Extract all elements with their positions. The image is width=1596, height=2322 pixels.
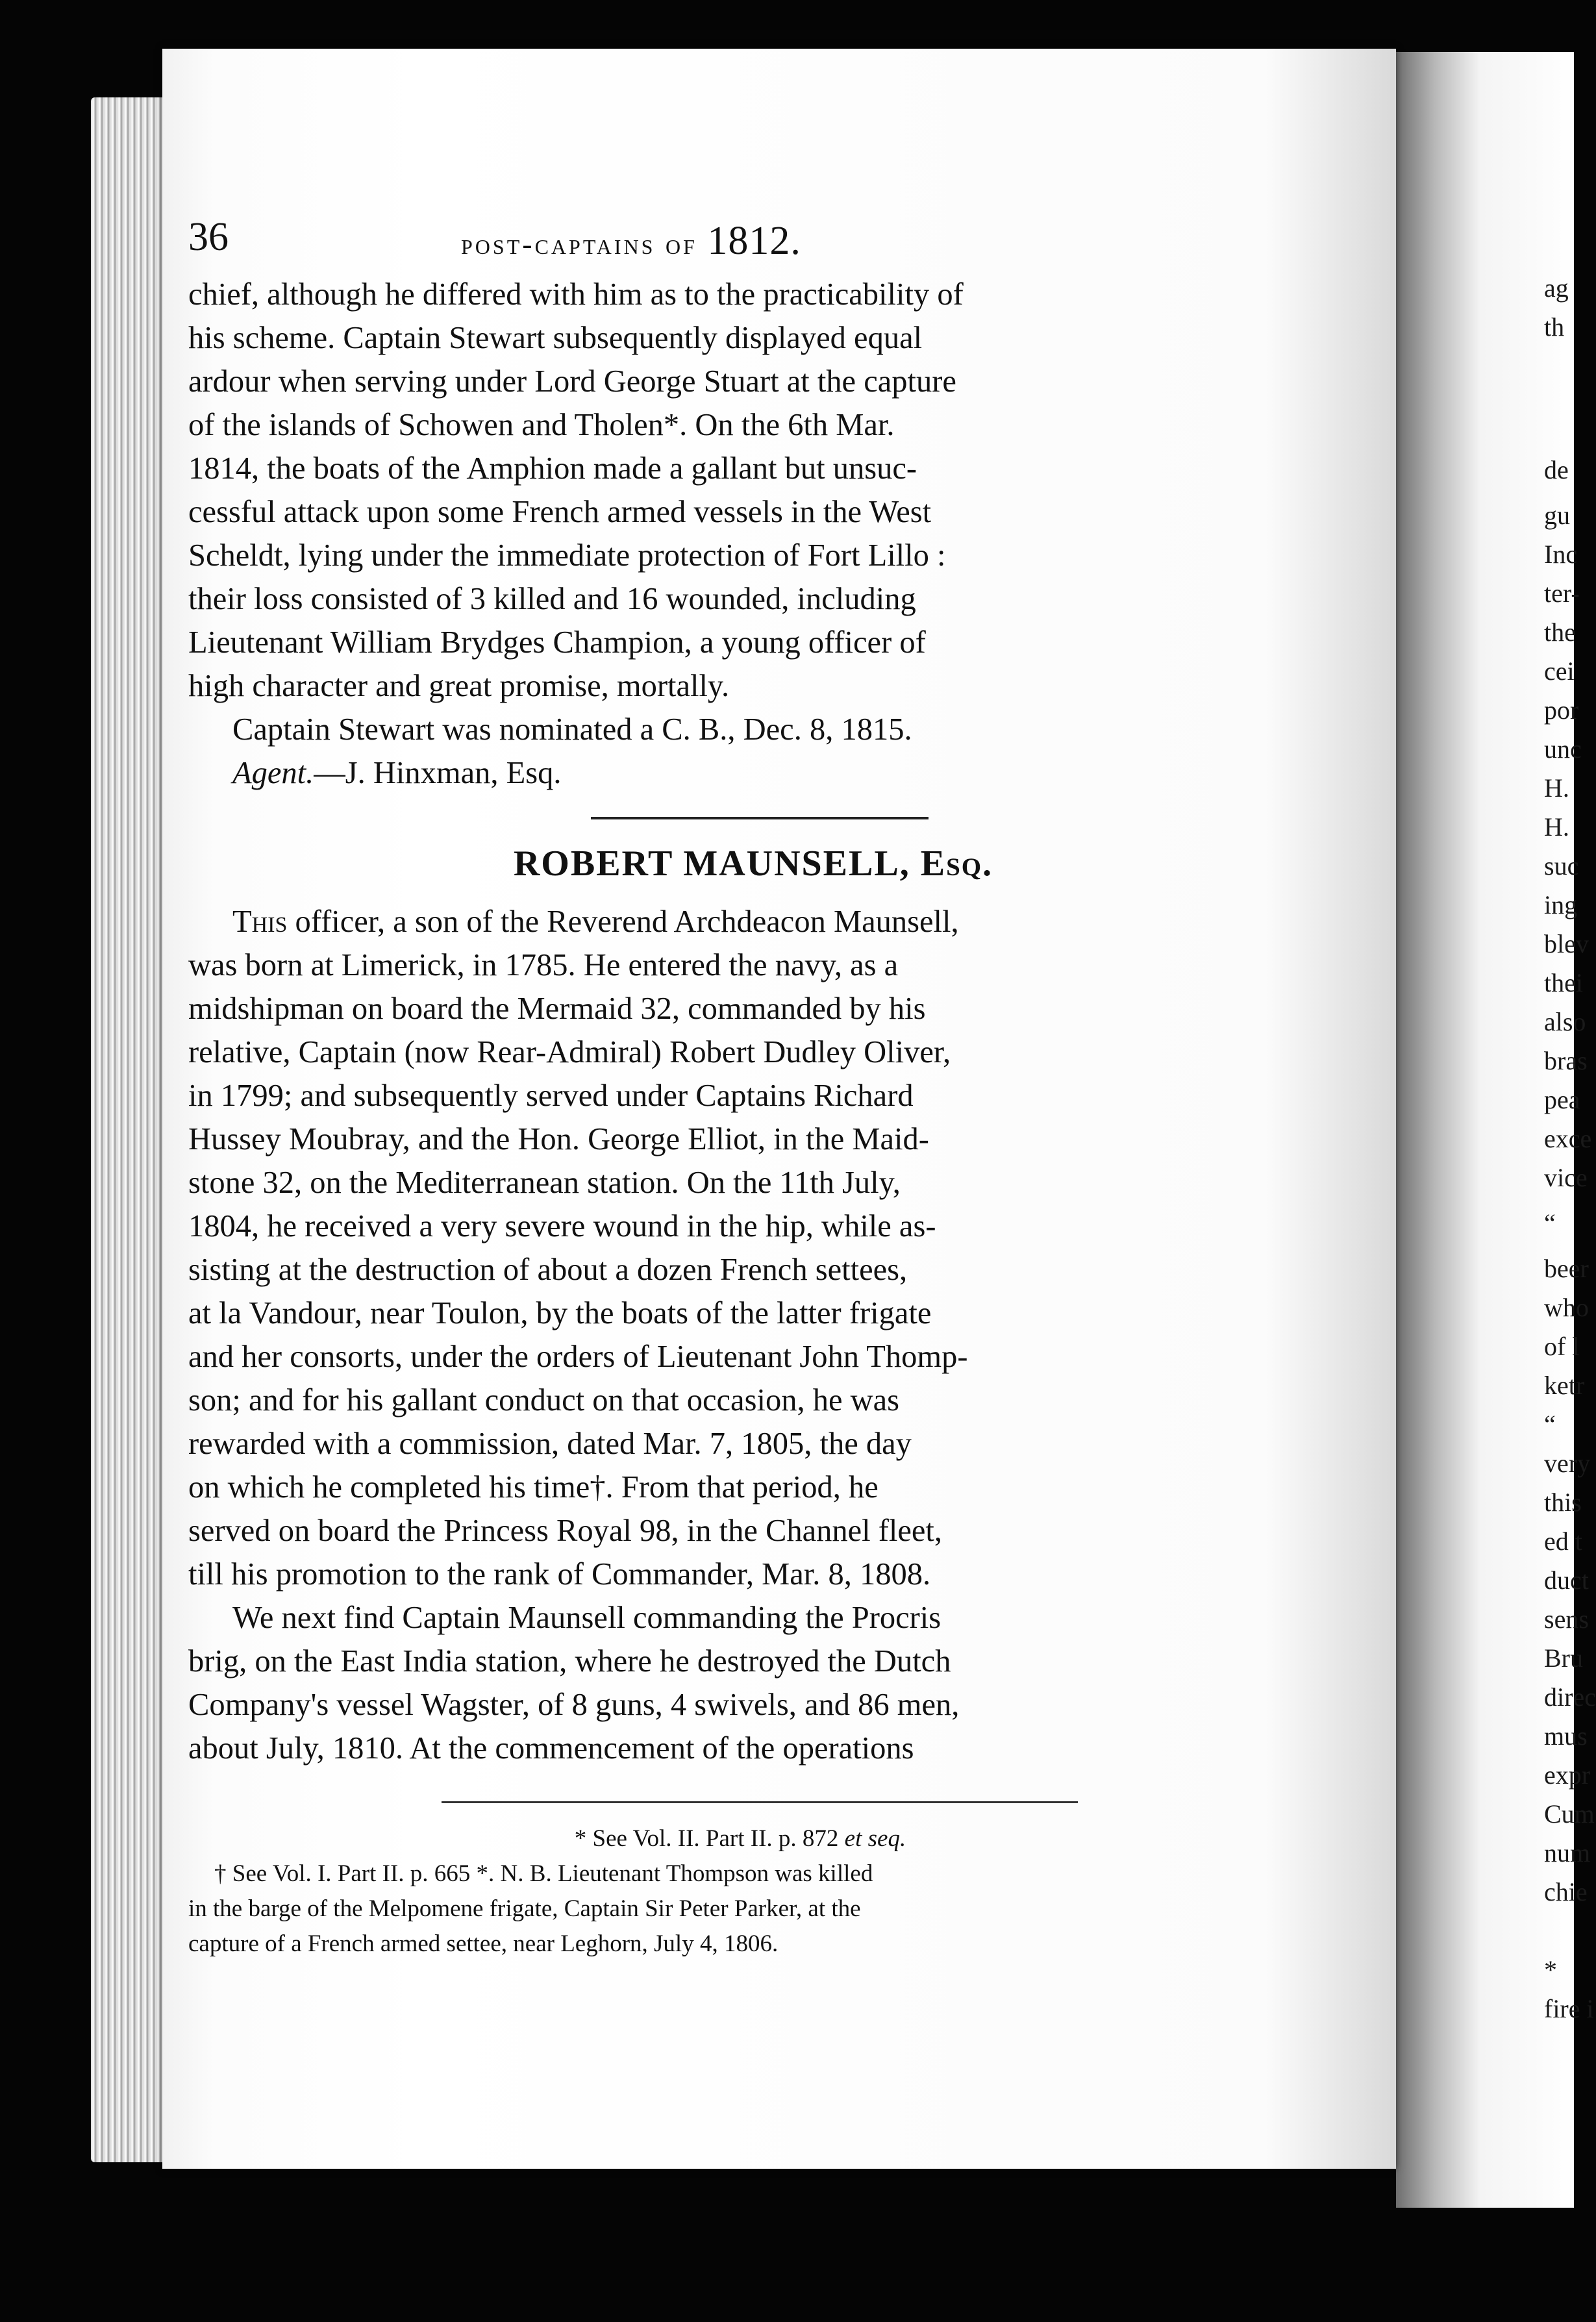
facing-fragment: “ — [1544, 1208, 1556, 1238]
footnote-line: † See Vol. I. Part II. p. 665 *. N. B. Lieutenant Thompson was killed — [214, 1860, 873, 1887]
running-head — [461, 218, 801, 264]
footnote-line: capture of a French armed settee, near Leghorn, July 4, 1806. — [188, 1930, 779, 1957]
facing-fragment: ter- — [1544, 579, 1580, 608]
text-line: of the islands of Schowen and Tholen*. On the 6th Mar. — [188, 408, 895, 442]
footnote-divider — [442, 1801, 1078, 1803]
text-line: rewarded with a commission, dated Mar. 7, 1805, the day — [188, 1427, 912, 1461]
facing-fragment: “ — [1544, 1410, 1556, 1439]
facing-fragment: the — [1544, 618, 1576, 647]
facing-fragment: ed t — [1544, 1527, 1582, 1556]
section-title-name: ROBERT MAUNSELL, — [513, 843, 910, 884]
footnote-1-italic: et seq. — [844, 1825, 906, 1852]
agent-name: —J. Hinxman, Esq. — [314, 756, 562, 790]
facing-fragment: unc — [1544, 734, 1582, 764]
text-line: Scheldt, lying under the immediate protection of Fort Lillo : — [188, 538, 946, 573]
facing-fragment: bras — [1544, 1046, 1588, 1075]
continuation-paragraph — [188, 273, 1318, 708]
biography-paragraph-1 — [188, 900, 1318, 1596]
text-line: Lieutenant William Brydges Champion, a young officer of — [188, 625, 926, 660]
facing-fragment: duct — [1544, 1566, 1589, 1595]
facing-fragment: de — [1544, 455, 1569, 484]
facing-fragment: suc — [1544, 851, 1579, 880]
text-line: relative, Captain (now Rear-Admiral) Robert Dudley Oliver, — [188, 1035, 951, 1069]
text-line: served on board the Princess Royal 98, in the Channel fleet, — [188, 1514, 943, 1548]
facing-fragment: exce — [1544, 1124, 1592, 1153]
facing-fragment: Bru — [1544, 1643, 1583, 1673]
facing-fragment: fire i — [1544, 1994, 1594, 2023]
facing-fragment: also — [1544, 1007, 1586, 1036]
facing-fragment: ag — [1544, 273, 1569, 303]
text-line: their loss consisted of 3 killed and 16 wounded, including — [188, 582, 916, 616]
facing-fragment: blev — [1544, 929, 1589, 958]
text-line: about July, 1810. At the commencement of the operations — [188, 1731, 914, 1766]
first-word: This — [232, 905, 288, 939]
text-line: We next find Captain Maunsell commanding the Procris — [232, 1601, 941, 1635]
facing-fragment: * — [1544, 1955, 1557, 1984]
text-line: chief, although he differed with him as to the practicability of — [188, 277, 964, 312]
facing-fragment: very — [1544, 1449, 1591, 1478]
facing-fragment: ing — [1544, 890, 1578, 919]
text-line: 1804, he received a very severe wound in the hip, while as- — [188, 1209, 936, 1243]
text-line: his scheme. Captain Stewart subsequently displayed equal — [188, 321, 923, 355]
agent-label: Agent. — [232, 756, 314, 790]
page-content — [188, 214, 1318, 1962]
facing-fragment: who — [1544, 1293, 1589, 1322]
text-line: and her consorts, under the orders of Lieutenant John Thomp- — [188, 1340, 968, 1374]
facing-fragment: Inc — [1544, 540, 1578, 569]
text-line: in 1799; and subsequently served under Captains Richard — [188, 1079, 914, 1113]
page-header — [188, 214, 1318, 266]
text-line — [188, 900, 1292, 943]
footnote-1 — [188, 1821, 1318, 1856]
page-number: 36 — [188, 215, 229, 259]
facing-fragment: expr — [1544, 1760, 1591, 1790]
facing-page — [1396, 52, 1596, 2208]
facing-fragment: vice — [1544, 1163, 1588, 1192]
facing-fragment: num — [1544, 1838, 1591, 1867]
page-stack-edges — [91, 97, 169, 2162]
facing-fragment: sens — [1544, 1604, 1589, 1634]
facing-fragment: chie — [1544, 1877, 1588, 1906]
facing-fragment: thei — [1544, 968, 1583, 997]
text-line: brig, on the East India station, where he destroyed the Dutch — [188, 1644, 951, 1679]
text-line: on which he completed his time†. From that period, he — [188, 1470, 879, 1504]
facing-fragment: pea — [1544, 1085, 1580, 1114]
text-line: midshipman on board the Mermaid 32, commanded by his — [188, 992, 926, 1026]
text-line: high character and great promise, mortally. — [188, 669, 730, 703]
facing-fragment: por — [1544, 695, 1579, 725]
facing-fragment: ketr — [1544, 1371, 1585, 1400]
running-head-text: post-captains of — [461, 227, 697, 260]
facing-fragment: beer — [1544, 1254, 1589, 1283]
text-line: 1814, the boats of the Amphion made a gallant but unsuc- — [188, 451, 917, 486]
footnote-1-text: * See Vol. II. Part II. p. 872 — [574, 1825, 839, 1852]
text-line: was born at Limerick, in 1785. He entered the navy, as a — [188, 948, 899, 982]
facing-fragment: this — [1544, 1488, 1582, 1517]
facing-fragment: of l — [1544, 1332, 1580, 1361]
facing-fragment: Cum — [1544, 1799, 1595, 1829]
biography-paragraph-2 — [188, 1596, 1318, 1770]
text-line: at la Vandour, near Toulon, by the boats of the latter frigate — [188, 1296, 932, 1330]
running-head-year: 1812. — [707, 219, 801, 263]
facing-fragment: mus — [1544, 1721, 1588, 1751]
text-line-rest: officer, a son of the Reverend Archdeacon Maunsell, — [295, 905, 959, 939]
text-line: sisting at the destruction of about a dozen French settees, — [188, 1253, 908, 1287]
section-title — [188, 843, 1318, 884]
text-line: till his promotion to the rank of Commander, Mar. 8, 1808. — [188, 1557, 931, 1592]
facing-fragment: direc — [1544, 1682, 1596, 1712]
facing-fragment: gu — [1544, 501, 1570, 530]
text-line: Hussey Moubray, and the Hon. George Elliot, in the Maid- — [188, 1122, 929, 1156]
facing-fragment: th — [1544, 312, 1565, 342]
text-line: ardour when serving under Lord George Stuart at the capture — [188, 364, 956, 399]
section-title-suffix: Esq. — [920, 843, 993, 884]
text-line: cessful attack upon some French armed vessels in the West — [188, 495, 932, 529]
facing-fragment: H. — [1544, 773, 1569, 803]
cb-nomination-line: Captain Stewart was nominated a C. B., Dec. 8, 1815. — [232, 712, 912, 747]
facing-fragment: cei — [1544, 656, 1575, 686]
text-line: son; and for his gallant conduct on that occasion, he was — [188, 1383, 900, 1417]
section-divider — [591, 817, 929, 819]
text-line: Company's vessel Wagster, of 8 guns, 4 swivels, and 86 men, — [188, 1688, 960, 1722]
footnote-line: in the barge of the Melpomene frigate, Captain Sir Peter Parker, at the — [188, 1895, 861, 1922]
text-line: stone 32, on the Mediterranean station. On the 11th July, — [188, 1166, 901, 1200]
agent-line — [188, 751, 1318, 795]
facing-fragment: H. — [1544, 812, 1569, 842]
footnote-2 — [188, 1856, 1318, 1962]
